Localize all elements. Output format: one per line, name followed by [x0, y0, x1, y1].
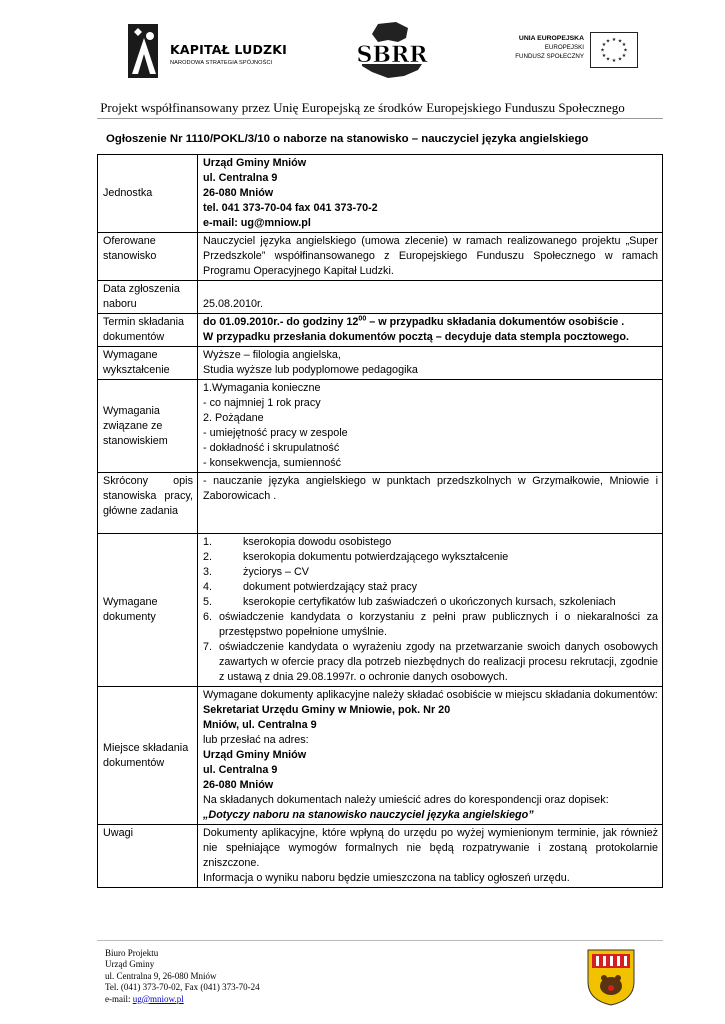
- row-termin: [98, 314, 663, 347]
- termin-line1-sup: 00: [358, 315, 367, 323]
- dokument-item-long: 7. oświadczenie kandydata o wyrażeniu zgody na przetwarzanie swoich danych osobowych zawartych w ofercie pracy dla potrzeb niezbędnych do realizacji procesu rekrutacji, zgodnie z ustawą z dnia 29.08.1997r. o ochronie danych osobowych.: [203, 641, 658, 683]
- row-oferowane: [98, 233, 663, 281]
- row-wymagania: [98, 380, 663, 473]
- label-dokumenty: Wymagane dokumenty: [98, 534, 198, 687]
- header-divider: [97, 118, 663, 119]
- svg-text:★: ★: [601, 42, 607, 48]
- value-dokumenty: [198, 534, 663, 687]
- dokument-item: 5. kserokopie certyfikatów lub zaświadczeń o ukończonych kursach, szkoleniach: [203, 596, 616, 608]
- wyksztalcenie-line: Studia wyższe lub podyplomowe pedagogika: [203, 364, 418, 376]
- label-miejsce: Miejsce składania dokumentów: [98, 687, 198, 825]
- row-dokumenty: [98, 534, 663, 687]
- miejsce-bold-line: Mniów, ul. Centralna 9: [203, 719, 317, 731]
- label-wyksztalcenie: Wymagane wykształcenie: [98, 347, 198, 380]
- termin-line1-pre: do 01.09.2010r.- do godziny 12: [203, 316, 359, 328]
- eu-flag-icon: [590, 32, 638, 68]
- label-termin: Termin składania dokumentów: [98, 314, 198, 347]
- footer-line: Biuro Projektu: [105, 948, 159, 958]
- dokument-item: 4. dokument potwierdzający staż pracy: [203, 581, 418, 593]
- termin-line2: W przypadku przesłania dokumentów pocztą – decyduje data stempla pocztowego.: [203, 331, 629, 343]
- footer-email-link[interactable]: ug@mniow.pl: [132, 993, 184, 1004]
- row-miejsce: [98, 687, 663, 825]
- kapital-ludzki-logo: [124, 24, 294, 80]
- uwagi-text-1: Dokumenty aplikacyjne, które wpłyną do urzędu po wyżej wymienionym terminie, jak również nie spełniające wymogów formalnych nie będą rozpatrywanie i zostaną protokolarnie zniszczone.: [203, 827, 658, 869]
- kapital-ludzki-emblem-icon: [124, 24, 164, 78]
- ue-line-1: UNIA EUROPEJSKA: [518, 35, 584, 42]
- svg-text:★: ★: [605, 56, 611, 63]
- wymagania-line: - dokładność i skrupulatność: [203, 442, 340, 454]
- ue-line-2: EUROPEJSKI: [544, 44, 584, 51]
- value-miejsce: [198, 687, 663, 825]
- dokument-item: 2. kserokopia dokumentu potwierdzającego wykształcenie: [203, 551, 509, 563]
- footer-divider: [97, 940, 663, 941]
- sbrr-map-icon: [348, 22, 436, 86]
- label-uwagi: Uwagi: [98, 825, 198, 888]
- miejsce-note: Na składanych dokumentach należy umieścić adres do korespondencji oraz dopisek:: [203, 794, 609, 806]
- svg-text:★: ★: [601, 53, 607, 59]
- jednostka-line: e-mail: ug@mniow.pl: [203, 217, 311, 229]
- row-data: [98, 281, 663, 314]
- miejsce-quote: „Dotyczy naboru na stanowisko nauczyciel języka angielskiego”: [203, 809, 534, 821]
- ue-efs-logo: [504, 30, 644, 80]
- svg-text:★: ★: [611, 37, 617, 43]
- dokument-item: 1. kserokopia dowodu osobistego: [203, 536, 392, 548]
- announcement-title: Ogłoszenie Nr 1110/POKL/3/10 o naborze na stanowisko – nauczyciel języka angielskiego: [106, 133, 589, 145]
- miejsce-bold-line: Urząd Gminy Mniów: [203, 749, 307, 761]
- svg-text:★: ★: [617, 56, 623, 63]
- label-data: Data zgłoszenia naboru: [98, 281, 198, 314]
- dokument-item: 3. życiorys – CV: [203, 566, 309, 578]
- miejsce-bold-line: ul. Centralna 9: [203, 764, 278, 776]
- row-uwagi: [98, 825, 663, 888]
- ue-text-block: [515, 34, 584, 61]
- label-wymagania: Wymagania związane ze stanowiskiem: [98, 380, 198, 473]
- value-wyksztalcenie: [198, 347, 663, 380]
- jednostka-line: ul. Centralna 9: [203, 172, 278, 184]
- footer-email-line: e-mail: ug@mniow.pl: [105, 993, 184, 1004]
- wymagania-line: - konsekwencja, sumienność: [203, 457, 342, 469]
- wymagania-line: - co najmniej 1 rok pracy: [203, 397, 321, 409]
- row-jednostka: [98, 155, 663, 233]
- jednostka-line: 26-080 Mniów: [203, 187, 274, 199]
- svg-text:★: ★: [621, 53, 627, 59]
- wymagania-line: - umiejętność pracy w zespole: [203, 427, 348, 439]
- miejsce-bold-line: 26-080 Mniów: [203, 779, 274, 791]
- coat-of-arms-icon: [586, 948, 636, 1006]
- miejsce-bold-line: Sekretariat Urzędu Gminy w Mniowie, pok. Nr 20: [203, 704, 451, 716]
- value-data: 25.08.2010r.: [198, 281, 663, 314]
- svg-text:★: ★: [623, 47, 628, 54]
- value-termin: [198, 314, 663, 347]
- sbrr-text: SBRR: [356, 42, 428, 68]
- kapital-ludzki-title: KAPITAŁ LUDZKI: [170, 42, 288, 57]
- value-wymagania: [198, 380, 663, 473]
- footer-line: ul. Centralna 9, 26-080 Mniów: [105, 970, 217, 981]
- jednostka-line: tel. 041 373-70-04 fax 041 373-70-2: [203, 202, 378, 214]
- svg-text:★: ★: [621, 42, 627, 48]
- value-uwagi: [198, 825, 663, 888]
- wymagania-line: 2. Pożądane: [203, 412, 264, 424]
- kapital-ludzki-subtitle: NARODOWA STRATEGIA SPÓJNOŚCI: [170, 60, 273, 66]
- wyksztalcenie-line: Wyższe – filologia angielska,: [203, 349, 341, 361]
- footer-line: Tel. (041) 373-70-02, Fax (041) 373-70-24: [105, 982, 260, 993]
- ue-line-3: FUNDUSZ SPOŁECZNY: [515, 53, 584, 60]
- wymagania-line: 1.Wymagania konieczne: [203, 382, 321, 394]
- sbrr-logo: [348, 22, 436, 86]
- svg-text:★: ★: [617, 38, 623, 45]
- svg-text:★: ★: [611, 58, 617, 64]
- row-wyksztalcenie: [98, 347, 663, 380]
- row-zadania: [98, 473, 663, 534]
- miejsce-intro: Wymagane dokumenty aplikacyjne należy składać osobiście w miejscu składania dokumentów:: [203, 689, 658, 701]
- header-logos: [0, 20, 725, 90]
- label-jednostka: Jednostka: [98, 155, 198, 233]
- value-jednostka: [198, 155, 663, 233]
- footer-address: [105, 948, 260, 1005]
- value-oferowane: Nauczyciel języka angielskiego (umowa zlecenie) w ramach realizowanego projektu „Super Przedszkole” współfinansowanego z Europejskiego Funduszu Społecznego w ramach Programu Operacyjnego Kapitał Ludzki.: [198, 233, 663, 281]
- value-zadania: - nauczanie języka angielskiego w punktach przedszkolnych w Grzymałkowie, Mniowie i Zaborowicach .: [198, 473, 663, 534]
- project-cofinancing-line: Projekt współfinansowany przez Unię Europejską ze środków Europejskiego Funduszu Społecznego: [100, 100, 625, 115]
- miejsce-mid: lub przesłać na adres:: [203, 734, 309, 746]
- svg-text:★: ★: [605, 38, 611, 45]
- dokument-item-long: 6. oświadczenie kandydata o korzystaniu z pełni praw publicznych i o niekaralności za przestępstwo popełnione umyślnie.: [203, 611, 658, 638]
- uwagi-text-2: Informacja o wyniku naboru będzie umieszczona na tablicy ogłoszeń urzędu.: [203, 872, 570, 884]
- label-oferowane: Oferowane stanowisko: [98, 233, 198, 281]
- jednostka-line: Urząd Gminy Mniów: [203, 157, 307, 169]
- label-zadania: Skrócony opis stanowiska pracy, główne zadania: [98, 473, 198, 534]
- announcement-table: [97, 154, 663, 888]
- termin-line1-post: – w przypadku składania dokumentów osobiście .: [366, 316, 625, 328]
- footer-line: Urząd Gminy: [105, 959, 155, 970]
- svg-text:★: ★: [600, 47, 605, 54]
